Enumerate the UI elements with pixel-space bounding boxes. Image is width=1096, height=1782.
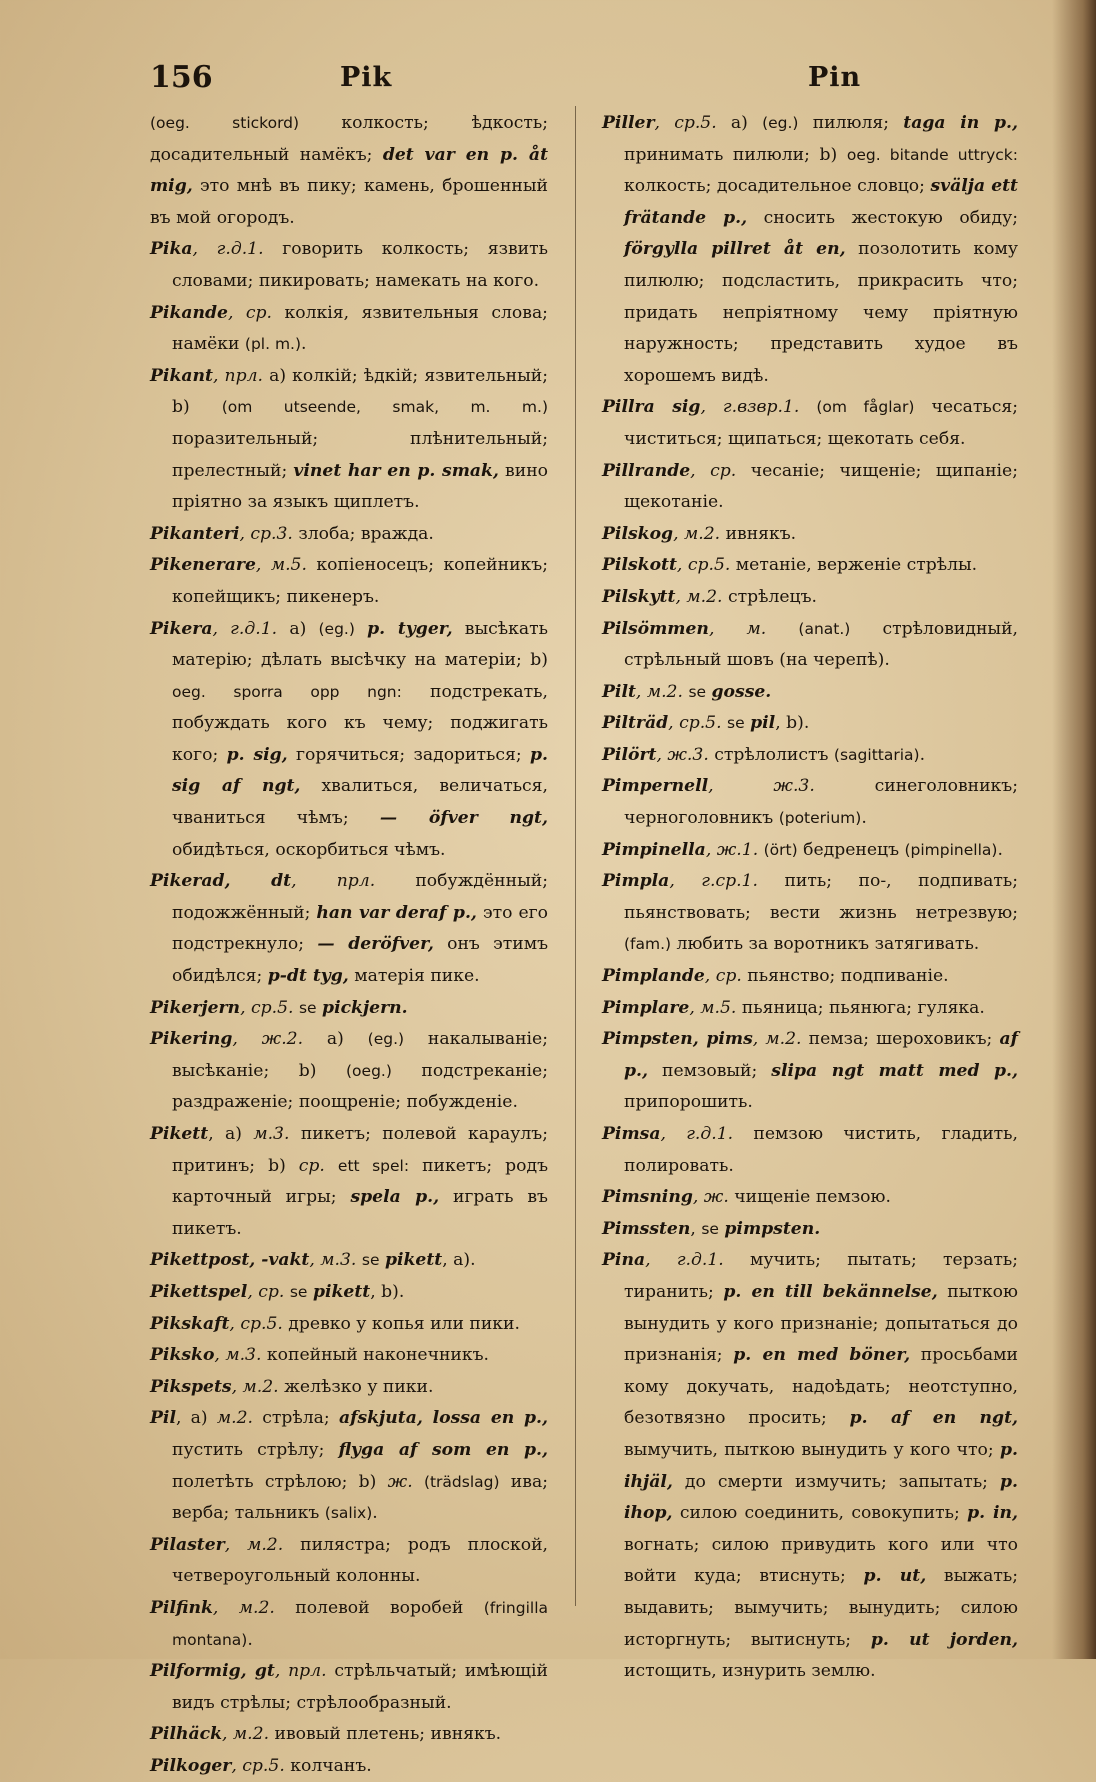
headword: Piksko (150, 1345, 215, 1366)
grammar-label: , прл. (212, 365, 263, 386)
dictionary-entry (602, 677, 1018, 709)
page-number: 156 (150, 60, 213, 95)
headword: Pimsning (602, 1187, 693, 1208)
definition-text (355, 619, 367, 639)
example-phrase: p-dt tyg, (267, 966, 349, 987)
grammar-label: , м.2. (231, 1376, 279, 1397)
definition-text: припорошить. (624, 1092, 753, 1113)
definition-text: колкость; ѣдкость; досадительный намёкъ; (150, 113, 548, 165)
example-phrase: det var en p. åt mig, (150, 144, 549, 197)
definition-text: пемзою чистить, гладить, полировать. (624, 1124, 1018, 1176)
headword: Pikande (150, 302, 228, 323)
headword: Pimpla (602, 871, 670, 892)
example-phrase: flyga af som en p., (338, 1439, 548, 1460)
grammar-label: , ср. (247, 1281, 285, 1302)
grammar-label: , м.5. (689, 997, 737, 1018)
dictionary-entry (150, 1372, 548, 1404)
dictionary-entry (150, 614, 548, 867)
definition-text: матерія пике. (348, 966, 480, 987)
dictionary-entry-continued (150, 108, 548, 234)
definition-text: , a). (442, 1250, 476, 1271)
dictionary-entry (602, 866, 1018, 961)
definition-text: колкость; досадительное словцо; (624, 176, 931, 197)
dictionary-entry (150, 361, 548, 519)
definition-text: пемза; шероховикъ; (801, 1029, 1000, 1050)
dictionary-entry (602, 614, 1018, 677)
definition-text: это его подстрекнуло; (172, 902, 549, 955)
dictionary-entry (602, 771, 1018, 834)
grammar-label: , ср. (227, 302, 273, 323)
grammar-label: , ср. (704, 966, 742, 987)
example-phrase: gosse. (711, 681, 772, 702)
latin-note: se (727, 714, 745, 733)
dictionary-entry (602, 519, 1018, 551)
dictionary-entry (150, 1751, 548, 1782)
definition-text: истощить, изнурить землю. (624, 1661, 876, 1682)
example-phrase: p. af en ngt, (849, 1408, 1018, 1429)
definition-text: обидѣться, оскорбиться чѣмъ. (172, 839, 446, 860)
headword: Pimpsten, pims (602, 1029, 753, 1050)
definition-text: копейный наконечникъ. (261, 1345, 489, 1366)
headword: Pillrande (602, 460, 691, 481)
dictionary-entry (150, 1024, 548, 1119)
definition-text: . (247, 1629, 253, 1650)
headword: Piller (602, 113, 655, 133)
definition-text: бедренецъ (797, 839, 905, 860)
definition-text: . (861, 808, 867, 829)
definition-text: , b). (775, 713, 810, 734)
dictionary-entry (602, 961, 1018, 993)
definition-text: высѣкать матерію; дѣлать высѣчку на матеріи; b) (172, 618, 548, 671)
latin-note: (fringilla montana) (172, 1598, 548, 1649)
latin-note: (sagittaria) (833, 745, 920, 764)
headword: Pimpernell (602, 776, 709, 797)
definition-text: ивовый плетень; ивнякъ. (269, 1724, 502, 1745)
definition-text: метаніе, верженіе стрѣлы. (730, 555, 978, 576)
headword: Pika (150, 239, 193, 260)
column-divider (575, 106, 576, 1606)
definition-text: . (919, 744, 926, 765)
definition-text: говорить колкость; язвить словами; пикировать; намекать на кого. (172, 239, 548, 291)
definition-text: сносить жестокую обиду; (747, 207, 1018, 228)
dictionary-entry (150, 1340, 548, 1372)
latin-note: oeg. bitande uttryck: (846, 145, 1018, 164)
example-phrase: p. tyger, (367, 618, 453, 639)
dictionary-entry (150, 519, 548, 551)
headword: Pikerad, dt (150, 871, 292, 892)
grammar-label: , ср.5. (654, 113, 717, 133)
definition-text: , a) (175, 1408, 217, 1429)
latin-note: se (289, 1282, 308, 1301)
headword: Pilkoger (150, 1755, 232, 1776)
definition-text: вогнать; силою привудить кого или что войти куда; втиснуть; (624, 1534, 1018, 1587)
definition-text: стрѣлолистъ (708, 744, 834, 765)
dictionary-entry (150, 1403, 548, 1529)
definition-text: вымучить, пыткою вынудить у кого что; (624, 1439, 1000, 1460)
dictionary-entry (150, 1593, 548, 1656)
grammar-label: , ср.5. (668, 713, 722, 734)
page-header (0, 60, 1096, 110)
dictionary-entry (602, 1119, 1018, 1182)
definition-text: пить; по-, подпивать; пьянствовать; вести жизнь нетрезвую; (624, 871, 1018, 923)
definition-text: стрѣла; (253, 1408, 339, 1429)
definition-text: пикетъ; родъ карточный игры; (172, 1155, 549, 1208)
definition-text: . (372, 1503, 378, 1524)
grammar-label: , г.д.1. (660, 1124, 734, 1144)
dictionary-entry (150, 1277, 548, 1309)
headword: Pikant (150, 365, 213, 386)
definition-text: вино пріятно за языкъ щиплетъ. (172, 460, 548, 513)
grammar-label: , ж.3. (656, 744, 709, 765)
definition-text: силою соединить, совокупить; (672, 1503, 968, 1524)
grammar-label: , ж.1. (705, 839, 759, 860)
definition-text: a) (277, 618, 319, 639)
grammar-label: м.3. (253, 1124, 290, 1144)
definition-text: злоба; вражда. (292, 523, 434, 544)
dictionary-entry (150, 1530, 548, 1593)
latin-note: (trädslag) (423, 1472, 500, 1491)
example-phrase: p. ut jorden, (870, 1629, 1018, 1650)
grammar-label: , м.2. (675, 586, 723, 607)
grammar-label: , м.2. (222, 1724, 270, 1745)
definition-text: до смерти измучить; запытать; (672, 1471, 1000, 1492)
headword: Pilhäck (150, 1724, 222, 1745)
example-phrase: förgylla pillret åt en, (624, 239, 846, 260)
grammar-label: , г.д.1. (645, 1250, 724, 1271)
dictionary-entry (602, 1182, 1018, 1214)
definition-text: подстреканіе; раздраженіе; поощреніе; побужденіе. (172, 1060, 549, 1113)
headword: Pikskaft (150, 1313, 230, 1334)
latin-note: se (701, 1219, 719, 1238)
grammar-label: , прл. (291, 871, 376, 892)
definition-text: подстрекать, побуждать кого къ чему; поджигать кого; (172, 681, 548, 765)
definition-text: колчанъ. (284, 1755, 372, 1776)
definition-text: синеголовникъ; черноголовникъ (624, 776, 1018, 829)
grammar-label: , ж. (692, 1187, 729, 1208)
example-phrase: af p., (624, 1029, 1018, 1081)
headword: Pikenerare (150, 555, 256, 576)
definition-text: полевой воробей (274, 1597, 484, 1618)
definition-text: выжать; выдавить; вымучить; вынудить; силою исторгнуть; вытиснуть; (624, 1566, 1018, 1650)
dictionary-entry (150, 866, 548, 992)
definition-text: a) (303, 1029, 368, 1050)
headword: Pikspets (150, 1376, 232, 1397)
definition-text: пемзовый; (648, 1060, 772, 1081)
example-phrase: vinet har en p. smak, (293, 460, 499, 481)
definition-text: стрѣльчатый; имѣющій видъ стрѣлы; стрѣлообразный. (172, 1661, 548, 1713)
headword: Pil (150, 1408, 176, 1429)
definition-text: пилястра; родъ плоской, четвероугольный колонны. (172, 1534, 548, 1587)
page-edge-shadow (1052, 0, 1096, 1659)
definition-text: позолотить кому пилюлю; подсластить, прикрасить что; придать непріятному чему пріятную наружность; представить худое въ хорошемъ видѣ. (624, 239, 1018, 386)
grammar-label: , ж.3. (708, 776, 815, 797)
dictionary-entry (602, 456, 1018, 519)
dictionary-entry (602, 1214, 1018, 1246)
example-phrase: taga in p., (903, 113, 1018, 133)
latin-note: (oeg.) (346, 1061, 392, 1080)
definition-text: поразительный; плѣнительный; прелестный; (172, 428, 548, 481)
latin-note: (pl. m.) (244, 335, 302, 354)
latin-note: (fam.) (624, 935, 672, 954)
definition-text: онъ этимъ обидѣлся; (172, 934, 549, 987)
dictionary-entry (150, 298, 548, 361)
dictionary-entry (602, 708, 1018, 740)
dictionary-entry (150, 1309, 548, 1341)
dictionary-entry (602, 1245, 1018, 1687)
latin-note: (anat.) (798, 619, 851, 638)
definition-text: ива; верба; тальникъ (172, 1471, 548, 1524)
example-phrase: slipa ngt matt med p., (771, 1060, 1018, 1081)
example-phrase: pickjern. (322, 997, 408, 1018)
headword: Pilskott (602, 555, 677, 576)
headword: Pilskytt (602, 586, 676, 607)
definition-text: древко у копья или пики. (282, 1313, 520, 1334)
definition-text: желѣзко у пики. (278, 1376, 434, 1397)
example-phrase: p. sig af ngt, (172, 744, 548, 797)
definition-text (766, 619, 798, 639)
definition-text: играть въ пикетъ. (172, 1187, 548, 1239)
grammar-label: ср. (298, 1155, 325, 1176)
definition-text: чищеніе пемзою. (728, 1187, 891, 1208)
grammar-label: м.2. (216, 1408, 253, 1429)
definition-text: . (301, 334, 307, 355)
definition-text: , (690, 1218, 702, 1239)
grammar-label: , г.ср.1. (669, 871, 758, 892)
grammar-label: , прл. (274, 1661, 327, 1682)
definition-text: пустить стрѣлу; (172, 1439, 339, 1460)
example-phrase: p. en med böner, (733, 1345, 911, 1366)
dictionary-entry (602, 740, 1018, 772)
running-head-left: Pik (340, 62, 393, 93)
definition-text: копіеносецъ; копейникъ; копейщикъ; пикенеръ. (172, 555, 548, 607)
latin-note: (pimpinella) (904, 840, 998, 859)
left-column (150, 108, 548, 1782)
grammar-label: , ср.3. (239, 523, 293, 544)
grammar-label: , ср. (690, 460, 737, 481)
dictionary-entry (150, 550, 548, 613)
example-phrase: — öfver ngt, (379, 808, 548, 829)
example-phrase: p. ut, (863, 1566, 927, 1587)
headword: Pilträd (602, 713, 669, 734)
definition-text: ивнякъ. (720, 523, 797, 544)
definition-text: стрѣлецъ. (722, 586, 817, 607)
dictionary-entry (150, 234, 548, 297)
example-phrase: spela p., (350, 1187, 440, 1208)
headword: Pilt (602, 681, 636, 702)
headword: Pimplande (602, 966, 705, 987)
grammar-label: , м.3. (214, 1345, 262, 1366)
dictionary-entry (150, 1119, 548, 1245)
example-phrase: p. en till bekännelse, (723, 1281, 938, 1302)
example-phrase: pikett (312, 1281, 371, 1302)
headword: Pikettspel (150, 1281, 248, 1302)
grammar-label: , м.5. (255, 555, 307, 576)
headword: Pilskog (602, 523, 674, 544)
headword: Pilaster (150, 1534, 225, 1555)
latin-note: se (298, 998, 317, 1017)
definition-text: хвалиться, величаться, чваниться чѣмъ; (172, 776, 548, 829)
grammar-label: , ср.5. (231, 1755, 285, 1776)
headword: Pikett (150, 1124, 209, 1144)
latin-note: (oeg. stickord) (150, 114, 342, 132)
headword: Pilsömmen (602, 618, 709, 639)
dictionary-entry (602, 1024, 1018, 1119)
example-phrase: afskjuta, lossa en p., (338, 1408, 548, 1429)
latin-note: (om utseende, smak, m. m.) (221, 398, 549, 417)
example-phrase: p. ihop, (624, 1471, 1018, 1524)
grammar-label: , м.3. (309, 1250, 357, 1271)
definition-text: a) колкій; ѣдкій; язвительный; b) (172, 365, 549, 418)
example-phrase: svälja ett frätande p., (624, 176, 1019, 228)
grammar-label: , г.взвр.1. (700, 397, 800, 418)
headword: Pikering (150, 1029, 233, 1050)
example-phrase: pimpsten. (724, 1218, 821, 1239)
right-column (602, 108, 1018, 1688)
grammar-label: , м.2. (635, 681, 683, 702)
grammar-label: , м. (708, 618, 767, 639)
latin-note: (om fåglar) (816, 398, 915, 417)
dictionary-entry (602, 993, 1018, 1025)
grammar-label: , м.2. (673, 523, 721, 544)
dictionary-entry (602, 550, 1018, 582)
dictionary-entry (150, 1245, 548, 1277)
grammar-label: , м.2. (752, 1029, 802, 1050)
dictionary-entry (602, 108, 1018, 392)
example-phrase: p. sig, (226, 744, 288, 765)
example-phrase: pil (750, 713, 776, 734)
definition-text: . (997, 839, 1003, 860)
grammar-label: , ж.2. (232, 1029, 304, 1050)
headword: Pikerjern (150, 997, 241, 1018)
running-head-right: Pin (808, 62, 862, 93)
definition-text: просьбами кому докучать, надоѣдать; неотступно, безотвязно просить; (624, 1345, 1018, 1429)
grammar-label: , г.д.1. (212, 618, 278, 639)
latin-note: se (361, 1251, 380, 1270)
dictionary-entry (602, 582, 1018, 614)
latin-note: (salix) (324, 1504, 373, 1523)
definition-text (325, 1156, 338, 1176)
headword: Pimsa (602, 1124, 661, 1144)
definition-text: , b). (370, 1281, 405, 1302)
definition-text: стрѣловидный, стрѣльный шовъ (на черепѣ). (624, 618, 1019, 671)
dictionary-entry (150, 993, 548, 1025)
grammar-label: ж. (387, 1471, 413, 1492)
latin-note: se (688, 682, 707, 701)
definition-text: пыткою вынудить у кого признаніе; допытаться до признанія; (624, 1281, 1018, 1366)
definition-text: накалываніе; высѣканіе; b) (172, 1029, 548, 1081)
latin-note: (eg.) (367, 1030, 405, 1049)
example-phrase: p. in, (967, 1503, 1019, 1524)
grammar-label: , м.2. (212, 1597, 275, 1618)
dictionary-entry (602, 835, 1018, 867)
example-phrase: p. ihjäl, (624, 1439, 1018, 1492)
dictionary-entry (602, 392, 1018, 455)
example-phrase: pikett (384, 1250, 443, 1271)
latin-note: (eg.) (318, 619, 355, 638)
definition-text: пилюля; (798, 113, 904, 133)
definition-text: полетѣть стрѣлою; b) (172, 1471, 388, 1492)
headword: Pimplare (602, 997, 690, 1018)
definition-text: пьянство; подпиваніе. (741, 966, 949, 987)
definition-text: чесаться; чиститься; щипаться; щекотать себя. (624, 397, 1019, 449)
dictionary-entry (150, 1719, 548, 1751)
headword: Pikettpost, -vakt (150, 1250, 310, 1271)
grammar-label: , ср.5. (676, 555, 731, 576)
definition-text: a) (716, 113, 763, 133)
example-phrase: — deröfver, (317, 934, 434, 955)
definition-text: любить за воротникъ затягивать. (671, 934, 980, 955)
headword: Pikanteri (150, 523, 240, 544)
headword: Pikera (150, 618, 213, 639)
dictionary-entry (150, 1656, 548, 1719)
headword: Pina (602, 1250, 646, 1271)
definition-text: чесаніе; чищеніе; щипаніе; щекотаніе. (624, 460, 1018, 513)
grammar-label: , ср.5. (240, 997, 294, 1018)
definition-text: мучить; пытать; терзать; тиранить; (624, 1250, 1018, 1302)
definition-text: пьяница; пьянюга; гуляка. (736, 997, 985, 1018)
definition-text: пикетъ; полевой караулъ; притинъ; b) (172, 1124, 548, 1176)
latin-note: oeg. sporra opp ngn: (172, 682, 402, 701)
definition-text: колкія, язвительныя слова; намёки (172, 302, 548, 355)
example-phrase: han var deraf p., (316, 902, 477, 923)
latin-note: (eg.) (762, 114, 799, 132)
latin-note: (poterium) (778, 809, 862, 828)
headword: Pimssten (602, 1218, 691, 1239)
definition-text: горячиться; задориться; (287, 744, 530, 765)
grammar-label: , м.2. (224, 1534, 284, 1555)
latin-note: (ört) (763, 840, 798, 859)
definition-text: побуждённый; подожжённый; (172, 871, 548, 923)
headword: Pilört (602, 744, 657, 765)
definition-text: это мнѣ въ пику; камень, брошенный въ мой огородъ. (150, 176, 548, 228)
grammar-label: , ср.5. (229, 1313, 283, 1334)
definition-text (799, 397, 816, 417)
headword: Pillra sig (602, 397, 701, 418)
grammar-label: , г.д.1. (192, 239, 264, 260)
definition-text (413, 1472, 424, 1492)
headword: Pilformig, gt (150, 1661, 275, 1682)
headword: Pilfink (150, 1597, 213, 1618)
headword: Pimpinella (602, 839, 706, 860)
latin-note: ett spel: (337, 1156, 410, 1175)
definition-text: , a) (208, 1124, 254, 1144)
definition-text: принимать пилюли; b) (624, 144, 847, 165)
